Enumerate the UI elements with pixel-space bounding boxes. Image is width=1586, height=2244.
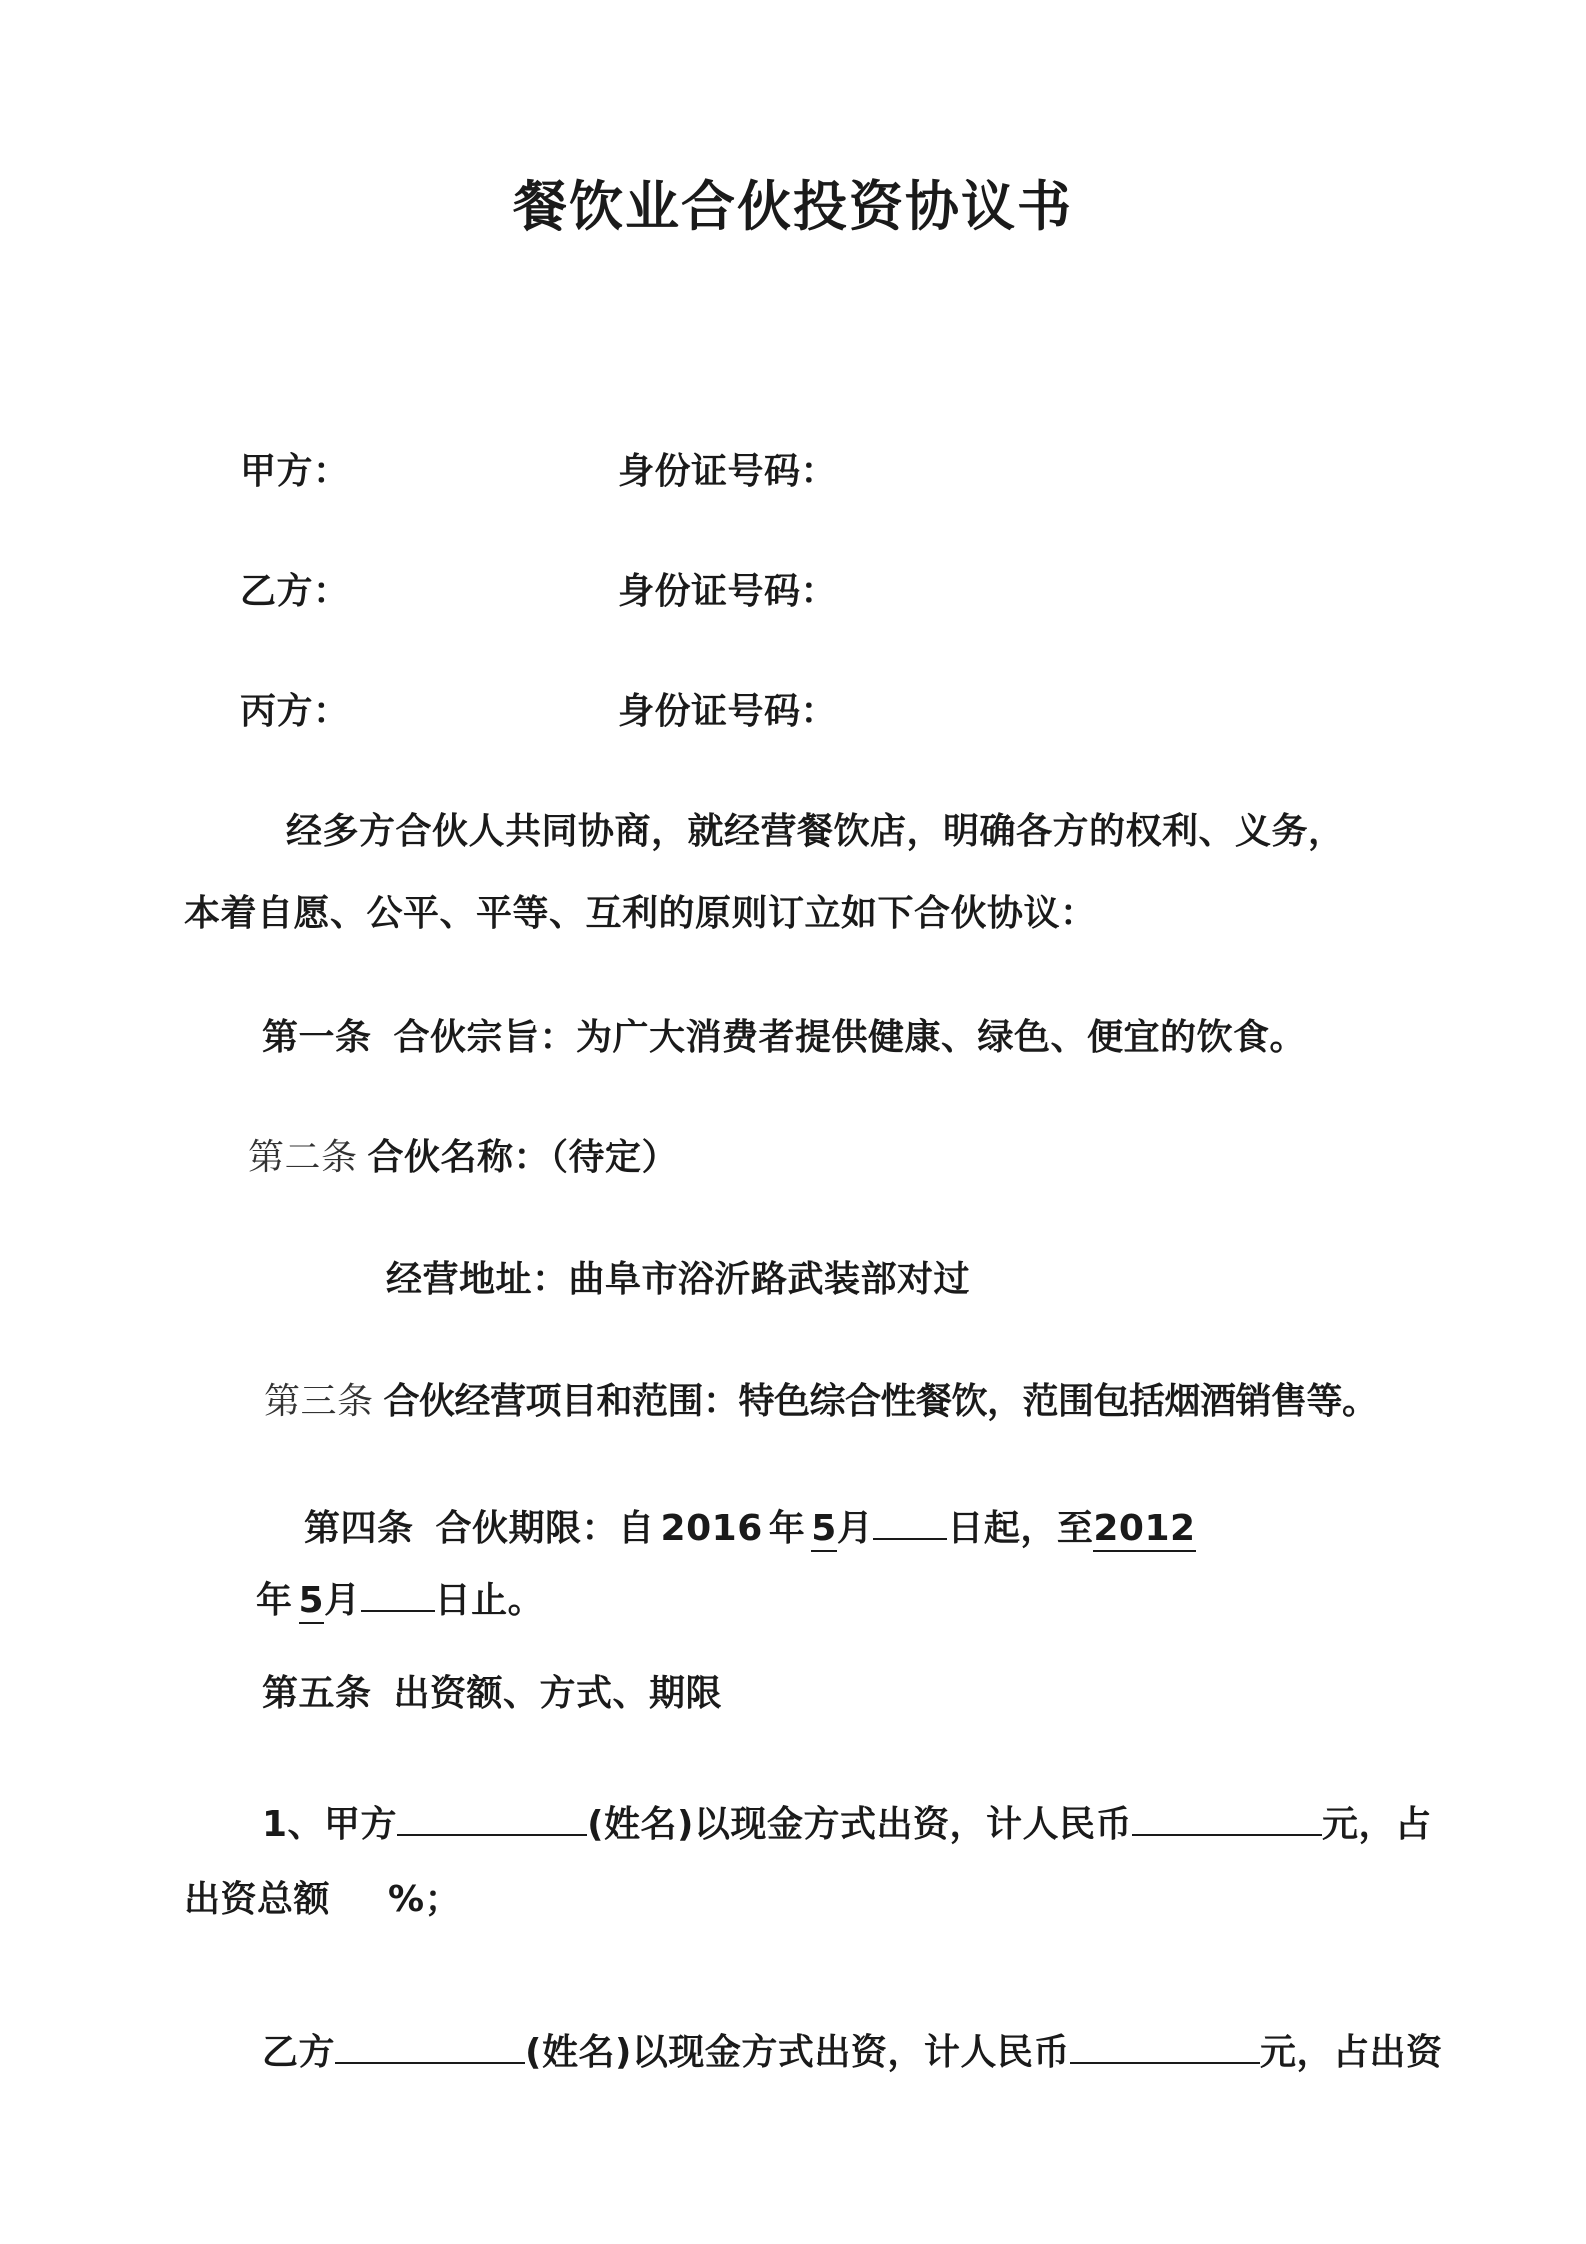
party-c-label: 丙方： — [240, 691, 350, 732]
item-1-percent: %； — [388, 1879, 462, 1920]
item-2-amount-blank — [1070, 2024, 1260, 2064]
item-1-prefix: 1、甲方 — [262, 1804, 398, 1845]
article-3-text: 合伙经营项目和范围：特色综合性餐饮，范围包括烟酒销售等。 — [383, 1381, 1378, 1422]
party-a-id-label: 身份证号码： — [618, 451, 838, 492]
article-4-to-year: 2012 — [1093, 1508, 1195, 1552]
article-4-from-month: 5 — [811, 1508, 837, 1552]
article-1-heading: 第一条 — [262, 1017, 372, 1058]
article-4-to-day-blank — [361, 1572, 435, 1612]
article-3-heading: 第三条 — [264, 1381, 374, 1422]
item-1-line-2-text: 出资总额 — [184, 1879, 331, 1920]
article-4-day-from-suffix: 日起，至 — [947, 1508, 1094, 1549]
article-4-to-year-char: 年 — [256, 1580, 293, 1621]
article-4-from-day-blank — [873, 1500, 947, 1540]
article-4-to-month: 5 — [299, 1580, 325, 1624]
article-4-month-char: 月 — [836, 1508, 874, 1549]
article-5-item-1-line-2 — [184, 1876, 461, 1924]
document-title: 餐饮业合伙投资协议书 — [513, 175, 1073, 238]
item-1-name-note: (姓名)以现金方式出资，计人民币 — [587, 1804, 1132, 1845]
item-1-amount-blank — [1132, 1796, 1322, 1836]
party-b-label: 乙方： — [240, 571, 350, 612]
article-4-from-year: 2016 — [660, 1508, 763, 1549]
item-1-name-blank — [397, 1796, 587, 1836]
article-4-heading: 第四条 — [304, 1508, 414, 1549]
intro-line-2: 本着自愿、公平、平等、互利的原则订立如下合伙协议： — [184, 893, 1097, 934]
item-2-prefix: 乙方 — [262, 2032, 336, 2073]
party-c-id-label: 身份证号码： — [618, 691, 838, 732]
article-3 — [264, 1378, 1378, 1426]
article-4-year-char: 年 — [768, 1508, 806, 1549]
item-2-name-blank — [335, 2024, 525, 2064]
article-2-heading: 第二条 — [248, 1137, 358, 1178]
item-2-yuan-suffix: 元，占出资 — [1259, 2032, 1443, 2073]
item-2-name-note: (姓名)以现金方式出资，计人民币 — [525, 2032, 1070, 2073]
party-a-label: 甲方： — [240, 451, 350, 492]
article-2 — [248, 1134, 678, 1182]
article-1-text: 合伙宗旨：为广大消费者提供健康、绿色、便宜的饮食。 — [393, 1017, 1307, 1058]
article-4-from-prefix: 自 — [618, 1508, 655, 1549]
article-4-to-month-char: 月 — [324, 1580, 361, 1621]
article-4-line-2 — [256, 1572, 544, 1625]
item-1-yuan-suffix: 元，占 — [1321, 1804, 1432, 1845]
article-5-text: 出资额、方式、期限 — [393, 1673, 723, 1714]
article-2-name: 合伙名称：（待定） — [367, 1137, 679, 1178]
article-4-day-to-suffix: 日止。 — [434, 1580, 545, 1621]
article-4-label: 合伙期限： — [435, 1508, 619, 1549]
party-b-id-label: 身份证号码： — [618, 571, 838, 612]
article-1 — [262, 1014, 1306, 1062]
article-4-line-1 — [304, 1500, 1196, 1553]
article-5-heading: 第五条 — [262, 1673, 372, 1714]
article-5 — [262, 1670, 722, 1718]
article-2-address: 经营地址：曲阜市浴沂路武装部对过 — [386, 1259, 971, 1300]
article-5-item-2-line-1 — [262, 2024, 1442, 2077]
intro-line-1: 经多方合伙人共同协商，就经营餐饮店，明确各方的权利、义务， — [286, 811, 1345, 852]
article-5-item-1-line-1 — [262, 1796, 1432, 1849]
